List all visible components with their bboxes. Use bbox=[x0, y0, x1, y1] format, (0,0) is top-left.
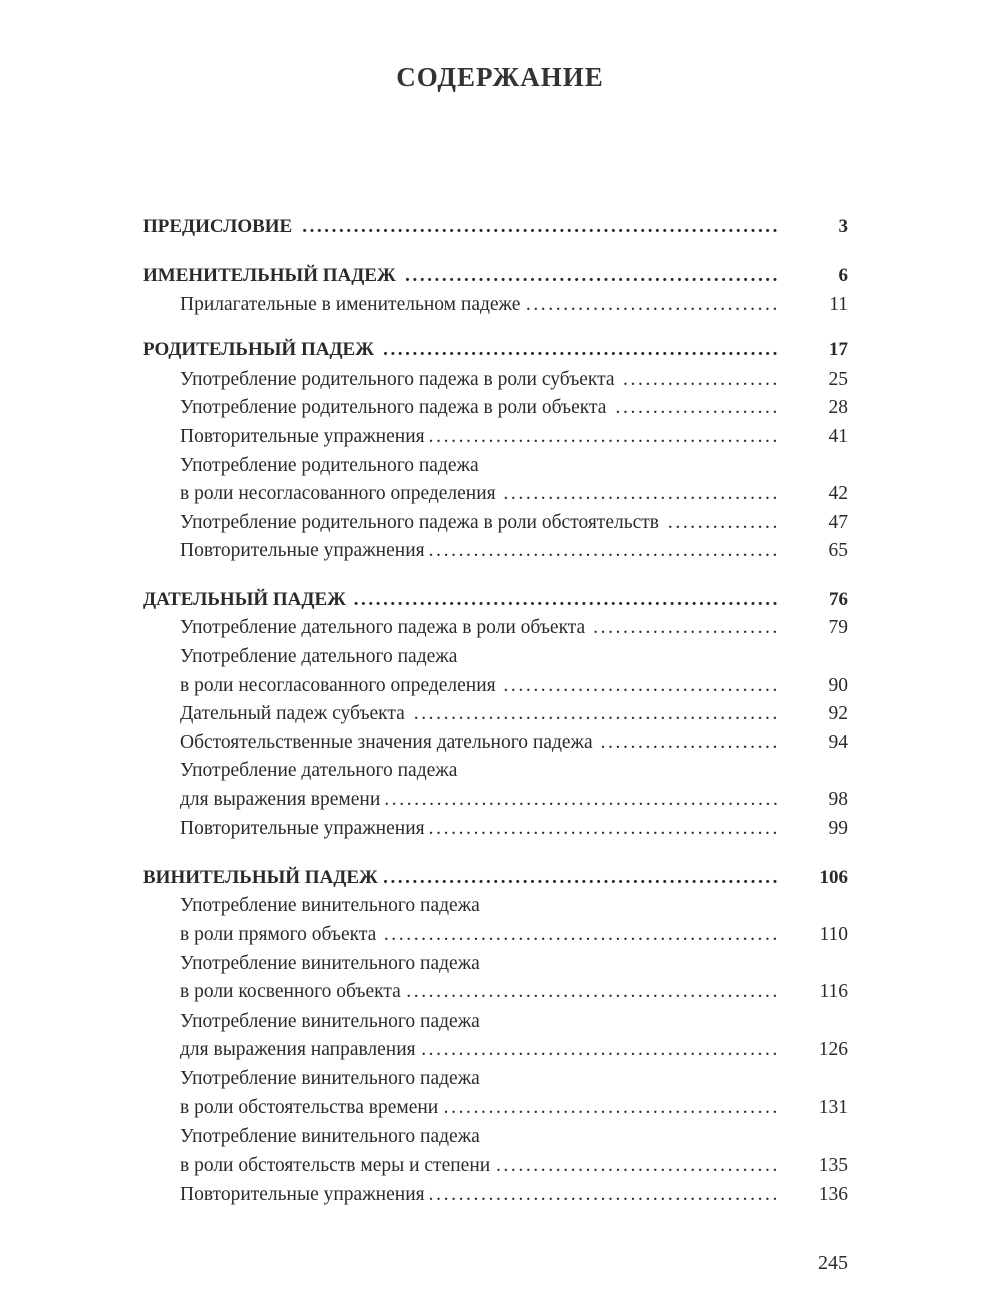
toc-page-number: 3 bbox=[838, 216, 848, 237]
toc-entry bbox=[180, 615, 848, 641]
toc-page-number: 135 bbox=[818, 1155, 848, 1176]
toc-entry bbox=[180, 979, 848, 1005]
toc-entry-title: Прилагательные в именительном падеже bbox=[180, 294, 521, 315]
toc-page-number: 79 bbox=[828, 617, 848, 638]
dot-leader: ............................................... bbox=[428, 1184, 780, 1205]
toc-section-heading bbox=[143, 587, 848, 613]
dot-leader: ..................................................... bbox=[384, 789, 780, 810]
toc-page-number: 106 bbox=[819, 867, 848, 888]
dot-leader: ..................................................... bbox=[383, 924, 780, 945]
toc-entry-title: Дательный падеж субъекта bbox=[180, 703, 405, 724]
toc-page-number: 98 bbox=[828, 789, 848, 810]
toc-page-number: 116 bbox=[819, 981, 848, 1002]
toc-entry bbox=[180, 538, 848, 564]
toc-entry bbox=[180, 367, 848, 393]
toc-entry bbox=[180, 481, 848, 507]
toc-entry bbox=[180, 424, 848, 450]
toc-entry-title: Употребление дательного падежа в роли объекта bbox=[180, 617, 586, 638]
toc-entry bbox=[180, 1066, 848, 1092]
dot-leader: ................................................ bbox=[421, 1039, 780, 1060]
toc-entry bbox=[180, 1182, 848, 1208]
toc-entry-title: в роли обстоятельств меры и степени bbox=[180, 1155, 491, 1176]
toc-page-number: 92 bbox=[828, 703, 848, 724]
toc-entry-title: Употребление винительного падежа bbox=[180, 1126, 480, 1147]
toc-entry-title: Повторительные упражнения bbox=[180, 426, 425, 447]
dot-leader: ...................... bbox=[615, 397, 780, 418]
dot-leader: ............................................... bbox=[428, 818, 780, 839]
toc-page-number: 11 bbox=[829, 294, 848, 315]
toc-page-number: 41 bbox=[828, 426, 848, 447]
page-title: СОДЕРЖАНИЕ bbox=[396, 62, 604, 92]
page-number: 245 bbox=[818, 1252, 848, 1274]
toc-entry-title: ПРЕДИСЛОВИЕ bbox=[143, 216, 293, 237]
toc-entry-title: в роли несогласованного определения bbox=[180, 483, 496, 504]
toc-entry bbox=[180, 453, 848, 479]
toc-entry bbox=[180, 1153, 848, 1179]
toc-page-number: 136 bbox=[818, 1184, 848, 1205]
dot-leader: ............................................... bbox=[428, 426, 780, 447]
toc-entry-title: Употребление родительного падежа bbox=[180, 455, 479, 476]
dot-leader: ................................................................. bbox=[302, 216, 780, 237]
toc-entry bbox=[180, 673, 848, 699]
toc-entry-title: ИМЕНИТЕЛЬНЫЙ ПАДЕЖ bbox=[143, 265, 396, 286]
toc-entry-title: Употребление винительного падежа bbox=[180, 1011, 480, 1032]
toc-page-number: 25 bbox=[828, 369, 848, 390]
dot-leader: ................................................. bbox=[413, 703, 780, 724]
dot-leader: ............................................. bbox=[443, 1097, 780, 1118]
toc-section-heading bbox=[143, 865, 848, 891]
toc-entry-title: Обстоятельственные значения дательного падежа bbox=[180, 732, 593, 753]
toc-entry-title: Употребление дательного падежа bbox=[180, 760, 458, 781]
dot-leader: ......................... bbox=[593, 617, 780, 638]
toc-page-number: 6 bbox=[838, 265, 848, 286]
dot-leader: .................................................. bbox=[406, 981, 780, 1002]
toc-entry bbox=[180, 951, 848, 977]
dot-leader: ..................... bbox=[623, 369, 780, 390]
dot-leader: ................................................... bbox=[405, 265, 780, 286]
toc-page-number: 28 bbox=[828, 397, 848, 418]
toc-page-number: 42 bbox=[828, 483, 848, 504]
toc-entry-title: для выражения направления bbox=[180, 1039, 416, 1060]
toc-page-number: 131 bbox=[818, 1097, 848, 1118]
toc-page-number: 94 bbox=[828, 732, 848, 753]
toc-entry-title: Употребление родительного падежа в роли объекта bbox=[180, 397, 607, 418]
toc-entry bbox=[180, 701, 848, 727]
toc-entry-title: ВИНИТЕЛЬНЫЙ ПАДЕЖ bbox=[143, 867, 378, 888]
toc-entry bbox=[180, 1037, 848, 1063]
toc-entry-title: Употребление винительного падежа bbox=[180, 953, 480, 974]
toc-entry bbox=[180, 1095, 848, 1121]
toc-section-heading bbox=[143, 214, 848, 240]
toc-page-number: 65 bbox=[828, 540, 848, 561]
toc-entry-title: в роли прямого объекта bbox=[180, 924, 377, 945]
toc-section-heading bbox=[143, 337, 848, 363]
toc-entry bbox=[180, 644, 848, 670]
toc-page-number: 17 bbox=[829, 339, 848, 360]
toc-entry-title: Повторительные упражнения bbox=[180, 540, 425, 561]
toc-entry bbox=[180, 787, 848, 813]
toc-entry bbox=[180, 292, 848, 318]
toc-section-heading bbox=[143, 263, 848, 289]
toc-page-number: 99 bbox=[828, 818, 848, 839]
toc-page-number: 47 bbox=[828, 512, 848, 533]
dot-leader: .......................................................... bbox=[353, 589, 780, 610]
toc-page-number: 76 bbox=[829, 589, 848, 610]
dot-leader: ..................................... bbox=[503, 483, 780, 504]
toc-entry-title: для выражения времени bbox=[180, 789, 381, 810]
toc-entry-title: ДАТЕЛЬНЫЙ ПАДЕЖ bbox=[143, 589, 346, 610]
toc-page-number: 126 bbox=[818, 1039, 848, 1060]
dot-leader: ............................................... bbox=[428, 540, 780, 561]
toc-entry-title: Повторительные упражнения bbox=[180, 1184, 425, 1205]
toc-entry bbox=[180, 510, 848, 536]
toc-entry bbox=[180, 758, 848, 784]
toc-entry-title: Употребление родительного падежа в роли обстоятельств bbox=[180, 512, 659, 533]
toc-entry bbox=[180, 816, 848, 842]
dot-leader: ........................ bbox=[600, 732, 780, 753]
toc-entry-title: Употребление родительного падежа в роли субъекта bbox=[180, 369, 615, 390]
dot-leader: ............... bbox=[667, 512, 780, 533]
toc-entry-title: в роли косвенного объекта bbox=[180, 981, 401, 1002]
toc-entry-title: РОДИТЕЛЬНЫЙ ПАДЕЖ bbox=[143, 339, 374, 360]
toc-entry-title: Употребление винительного падежа bbox=[180, 1068, 480, 1089]
toc-entry-title: Употребление винительного падежа bbox=[180, 895, 480, 916]
toc-entry bbox=[180, 1124, 848, 1150]
dot-leader: ...................................................... bbox=[383, 867, 780, 888]
dot-leader: ..................................... bbox=[503, 675, 780, 696]
toc-page-number: 110 bbox=[819, 924, 848, 945]
dot-leader: .................................. bbox=[525, 294, 780, 315]
toc-entry bbox=[180, 922, 848, 948]
toc-entry-title: Употребление дательного падежа bbox=[180, 646, 458, 667]
toc-entry bbox=[180, 395, 848, 421]
dot-leader: ...................................................... bbox=[383, 339, 780, 360]
toc-entry bbox=[180, 1009, 848, 1035]
toc-entry-title: Повторительные упражнения bbox=[180, 818, 425, 839]
toc-entry-title: в роли несогласованного определения bbox=[180, 675, 496, 696]
toc-page-number: 90 bbox=[828, 675, 848, 696]
toc-entry-title: в роли обстоятельства времени bbox=[180, 1097, 439, 1118]
toc-entry bbox=[180, 730, 848, 756]
toc-entry bbox=[180, 893, 848, 919]
dot-leader: ...................................... bbox=[495, 1155, 780, 1176]
